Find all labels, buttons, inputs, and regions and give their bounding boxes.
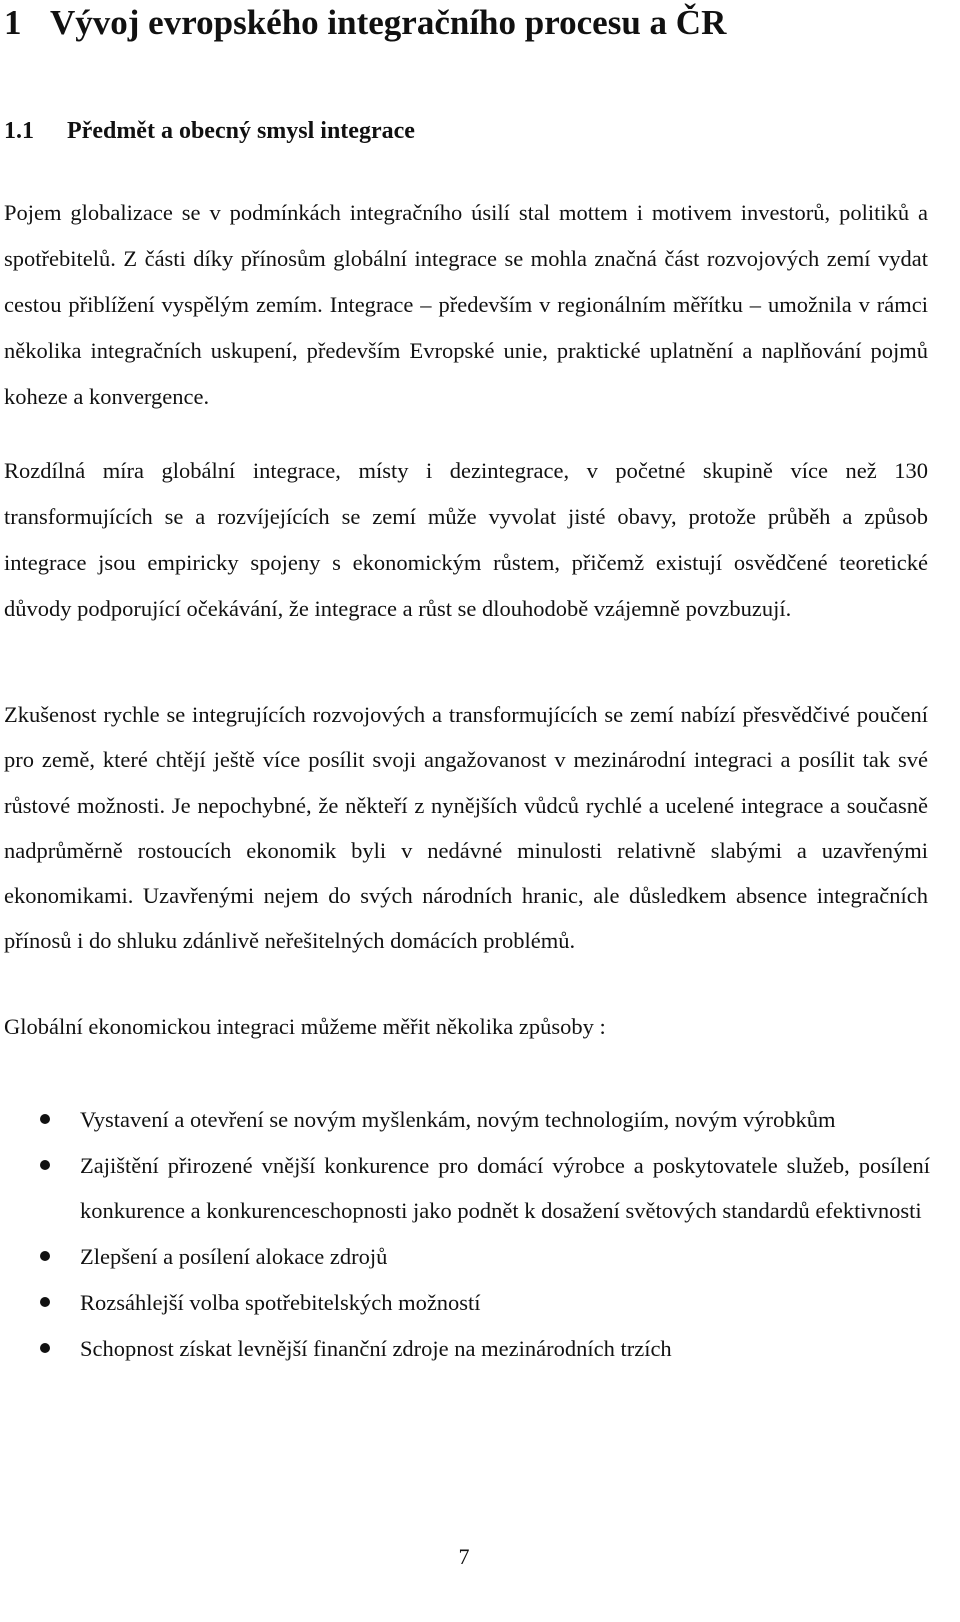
bullet-icon — [40, 1160, 50, 1170]
measurement-list — [0, 1097, 930, 1372]
paragraph-experience: Zkušenost rychle se integrujících rozvojových a transformujících se zemí nabízí přesvědčivé poučení pro země, které chtějí ještě více posílit svoji angažovanost v mezinárodní integraci a posílit tak své růstové možnosti. Je nepochybné, že někteří z nynějších vůdců rychlé a ucelené integrace a současně nadprůměrně rostoucích ekonomik byli v nedávné minulosti relativně slabými a uzavřenými ekonomikami. Uzavřenými nejem do svých národních hranic, ale důsledkem absence integračních přínosů i do shluku zdánlivě neřešitelných domácích problémů. — [4, 702, 928, 954]
bullet-icon — [40, 1114, 50, 1124]
list-item — [0, 1280, 930, 1325]
bullet-icon — [40, 1297, 50, 1307]
paragraph-globalization: Pojem globalizace se v podmínkách integračního úsilí stal mottem i motivem investorů, politiků a spotřebitelů. Z části díky přínosům globální integrace se mohla značná část rozvojových zemí vydat cestou přiblížení vyspělým zemím. Integrace – především v regionálním měřítku – umožnila v rámci několika integračních uskupení, především Evropské unie, praktické uplatnění a naplňování pojmů koheze a konvergence. — [4, 200, 928, 409]
list-item — [0, 1143, 930, 1233]
list-item-text: Schopnost získat levnější finanční zdroje na mezinárodních trzích — [80, 1336, 672, 1361]
chapter-number: 1 — [4, 3, 22, 42]
section-title: Předmět a obecný smysl integrace — [67, 118, 415, 144]
chapter-heading — [4, 2, 726, 44]
list-item — [0, 1326, 930, 1371]
page-number: 7 — [458, 1544, 470, 1569]
list-item — [0, 1097, 930, 1142]
paragraph-integration-differences: Rozdílná míra globální integrace, místy i dezintegrace, v početné skupině více než 130 transformujících se a rozvíjejících se zemí může vyvolat jisté obavy, protože průběh a způsob integrace jsou empiricky spojeny s ekonomickým růstem, přičemž existují osvědčené teoretické důvody podporující očekávání, že integrace a růst se dlouhodobě vzájemně povzbuzují. — [4, 458, 928, 621]
bullet-icon — [40, 1343, 50, 1353]
chapter-title: Vývoj evropského integračního procesu a ČR — [50, 3, 727, 42]
list-item — [0, 1234, 930, 1279]
bullet-icon — [40, 1251, 50, 1261]
list-item-text: Zlepšení a posílení alokace zdrojů — [80, 1244, 388, 1269]
section-heading — [4, 116, 415, 146]
section-number: 1.1 — [4, 118, 34, 144]
paragraph-measurement-intro: Globální ekonomickou integraci můžeme měřit několika způsoby : — [4, 1014, 606, 1039]
list-item-text: Rozsáhlejší volba spotřebitelských možností — [80, 1290, 481, 1315]
list-item-text: Zajištění přirozené vnější konkurence pro domácí výrobce a poskytovatele služeb, posílení konkurence a konkurenceschopnosti jako podnět k dosažení světových standardů efektivnosti — [80, 1153, 930, 1223]
list-item-text: Vystavení a otevření se novým myšlenkám, novým technologiím, novým výrobkům — [80, 1107, 836, 1132]
